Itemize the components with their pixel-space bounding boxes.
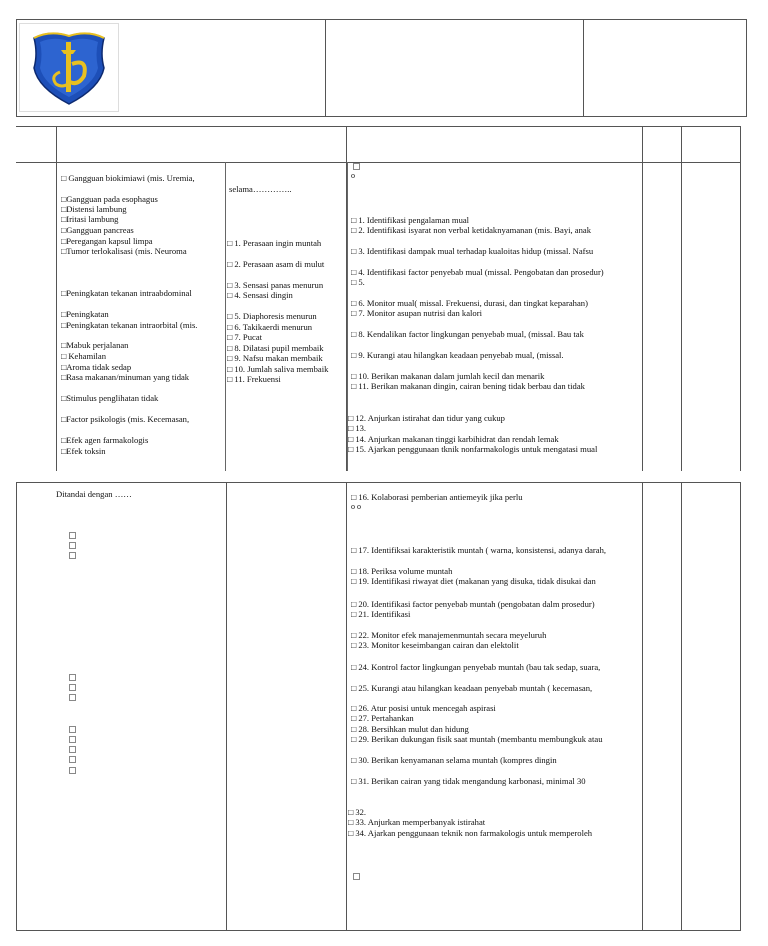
list-item: □ 2. Perasaan asam di mulut [227, 259, 325, 269]
checkbox-mark [69, 767, 76, 774]
list-item: □ 6. Takikaerdi menurun [227, 322, 313, 332]
list-item: □ Gangguan biokimiawi (mis. Uremia, [61, 173, 195, 183]
list-item: □ 23. Monitor keseimbangan cairan dan elektolit [351, 640, 519, 650]
list-item: □ 8. Kendalikan factor lingkungan penyebab mual, (missal. Bau tak [351, 329, 584, 339]
list-item: □ 1. Identifikasi pengalaman mual [351, 215, 470, 225]
list-item: □Gangguan pada esophagus [61, 194, 158, 204]
list-item: □ 2. Identifikasi isyarat non verbal ketidaknyamanan (mis. Bayi, anak [351, 225, 592, 235]
list-item: □Efek toksin [61, 446, 106, 456]
header-right-border [746, 19, 747, 117]
checkbox-mark [353, 163, 360, 170]
checkbox-mark [353, 873, 360, 880]
table1-header-row-border [16, 162, 741, 163]
list-item: □ 6. Monitor mual( missal. Frekuensi, durasi, dan tingkat keparahan) [351, 298, 588, 308]
table1-col-line-3 [642, 126, 643, 471]
list-item: □ 8. Dilatasi pupil membaik [227, 343, 324, 353]
list-item: □ 30. Berikan kenyamanan selama muntah (kompres dingin [351, 755, 557, 765]
list-item: □Tumor terlokalisasi (mis. Neuroma [61, 246, 187, 256]
checkbox-mark [69, 746, 76, 753]
header-divider-2 [583, 19, 584, 117]
checkbox-mark [69, 674, 76, 681]
list-item: □ 20. Identifikasi factor penyebab muntah (pengobatan dalm prosedur) [351, 599, 595, 609]
list-item: □ 33. Anjurkan memperbanyak istirahat [348, 817, 486, 827]
header-top-border [16, 19, 747, 20]
list-item: □Distensi lambung [61, 204, 127, 214]
table2-col-line-3 [642, 482, 643, 931]
list-item: □ 4. Sensasi dingin [227, 290, 293, 300]
table2-bottom-border [16, 930, 741, 931]
checkbox-mark [69, 736, 76, 743]
list-item: □ 5. Diaphoresis menurun [227, 311, 317, 321]
list-item: □ 18. Periksa volume muntah [351, 566, 453, 576]
list-item: □Aroma tidak sedap [61, 362, 132, 372]
list-item: □ 22. Monitor efek manajemenmuntah secara meyeluruh [351, 630, 547, 640]
list-item: □Rasa makanan/minuman yang tidak [61, 372, 190, 382]
list-item: □ 4. Identifikasi factor penyebab mual (missal. Pengobatan dan prosedur) [351, 267, 604, 277]
list-item: □Peningkatan [61, 309, 109, 319]
list-item: □ 9. Nafsu makan membaik [227, 353, 323, 363]
table2-top-border [16, 482, 741, 483]
list-item: □ 13. [348, 423, 367, 433]
list-item: □ 25. Kurangi atau hilangkan keadaan penyebab muntah ( kecemasan, [351, 683, 593, 693]
list-item: □ 31. Berikan cairan yang tidak mengandung karbonasi, minimal 30 [351, 776, 586, 786]
checkbox-mark [69, 694, 76, 701]
list-item: □ 1. Perasaan ingin muntah [227, 238, 322, 248]
list-item: □ 17. Identifiksai karakteristik muntah ( warna, konsistensi, adanya darah, [351, 545, 607, 555]
table2-right-border [740, 482, 741, 931]
logo-frame [19, 23, 119, 112]
table1-col-line-4 [681, 126, 682, 471]
checkbox-mark [69, 532, 76, 539]
list-item: □ 3. Identifikasi dampak mual terhadap kualoitas hidup (missal. Nafsu [351, 246, 594, 256]
header-left-border [16, 19, 17, 117]
list-item: □ 7. Monitor asupan nutrisi dan kalori [351, 308, 482, 318]
selama-text: selama………….. [229, 184, 292, 194]
circle-mark: o [351, 171, 355, 180]
checkbox-mark [69, 756, 76, 763]
checkbox-mark [69, 542, 76, 549]
surabaya-city-emblem-icon [20, 24, 118, 111]
list-item: □ 10. Jumlah saliva membaik [227, 364, 329, 374]
checkbox-mark [69, 684, 76, 691]
list-item: □ 28. Bersihkan mulut dan hidung [351, 724, 469, 734]
checkbox-mark [69, 726, 76, 733]
list-item: □ 32. [348, 807, 367, 817]
list-item: □ 11. Frekuensi [227, 374, 281, 384]
circle-mark: o o [351, 502, 361, 511]
list-item: □ 11. Berikan makanan dingin, cairan bening tidak berbau dan tidak [351, 381, 585, 391]
table1-right-border [740, 126, 741, 471]
table2-col-line-2 [346, 482, 347, 931]
list-item: □ 27. Pertahankan [351, 713, 414, 723]
list-item: □Iritasi lambung [61, 214, 119, 224]
checkbox-mark [69, 552, 76, 559]
list-item: □ 21. Identifikasi [351, 609, 411, 619]
table2-left-border [16, 482, 17, 931]
list-item: □Stimulus penglihatan tidak [61, 393, 159, 403]
header-bottom-border [16, 116, 747, 117]
list-item: □ 7. Pucat [227, 332, 263, 342]
list-item: □Efek agen farmakologis [61, 435, 149, 445]
table1-top-border [16, 126, 741, 127]
list-item: □ 14. Anjurkan makanan tinggi karbihidrat dan rendah lemak [348, 434, 559, 444]
list-item: □ 19. Identifikasi riwayat diet (makanan yang disuka, tidak disukai dan [351, 576, 596, 586]
list-item: □ 26. Atur posisi untuk mencegah aspirasi [351, 703, 496, 713]
list-item: □Gangguan pancreas [61, 225, 134, 235]
list-item: □ 12. Anjurkan istirahat dan tidur yang cukup [348, 413, 505, 423]
list-item: □ Kehamilan [61, 351, 107, 361]
header-divider-1 [325, 19, 326, 117]
list-item: □ 3. Sensasi panas menurun [227, 280, 324, 290]
list-item: □Peningkatan tekanan intraorbital (mis. [61, 320, 198, 330]
ditandai-text: Ditandai dengan …… [56, 489, 132, 499]
list-item: □Peningkatan tekanan intraabdominal [61, 288, 192, 298]
list-item: □ 10. Berikan makanan dalam jumlah kecil dan menarik [351, 371, 545, 381]
list-item: □Peregangan kapsul limpa [61, 236, 153, 246]
table2-col-line-1 [226, 482, 227, 931]
list-item: □ 9. Kurangi atau hilangkan keadaan penyebab mual, (missal. [351, 350, 564, 360]
list-item: □ 34. Ajarkan penggunaan teknik non farmakologis untuk memperoleh [348, 828, 593, 838]
list-item: □Factor psikologis (mis. Kecemasan, [61, 414, 190, 424]
list-item: □ 29. Berikan dukungan fisik saat muntah (membantu membungkuk atau [351, 734, 603, 744]
list-item: □ 16. Kolaborasi pemberian antiemeyik jika perlu [351, 492, 523, 502]
list-item: □ 5. [351, 277, 365, 287]
list-item: □Mabuk perjalanan [61, 340, 129, 350]
list-item: □ 24. Kontrol factor lingkungan penyebab muntah (bau tak sedap, suara, [351, 662, 601, 672]
list-item: □ 15. Ajarkan penggunaan tknik nonfarmakologis untuk mengatasi mual [348, 444, 598, 454]
table1-col-line-1 [56, 126, 57, 471]
table2-col-line-4 [681, 482, 682, 931]
